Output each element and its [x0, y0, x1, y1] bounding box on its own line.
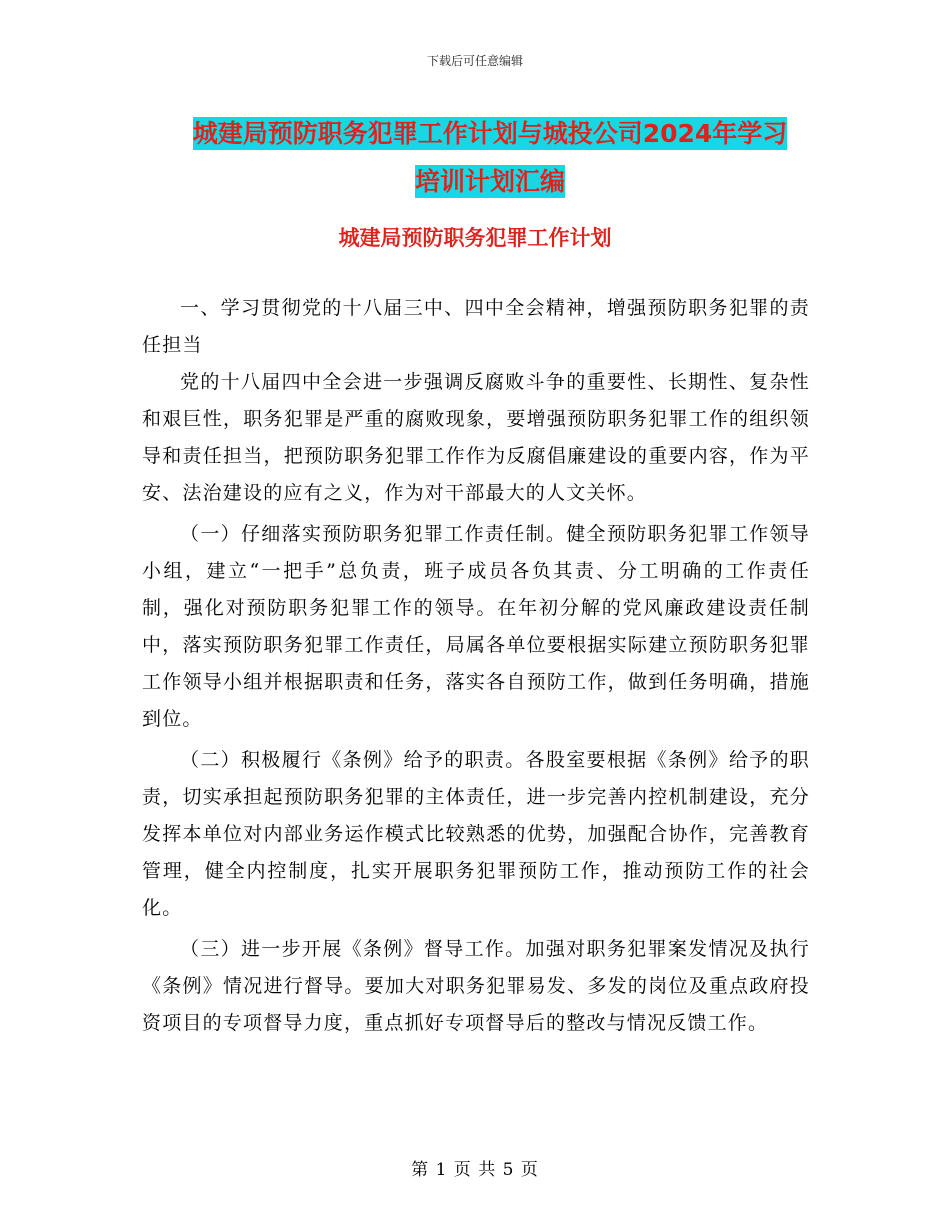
header-note: 下载后可任意编辑: [426, 54, 523, 68]
heading-paragraph: 一、学习贯彻党的十八届三中、四中全会精神，增强预防职务犯罪的责任担当: [142, 297, 810, 356]
body-paragraph: 党的十八届四中全会进一步强调反腐败斗争的重要性、长期性、复杂性和艰巨性，职务犯罪是严重的腐败现象，要增强预防职务犯罪工作的组织领导和责任担当，把预防职务犯罪工作作为反腐倡廉建设的重要内容，作为平安、法治建设的应有之义，作为对干部最大的人文关怀。: [142, 371, 810, 504]
body-paragraph: （二）积极履行《条例》给予的职责。各股室要根据《条例》给予的职责，切实承担起预防职务犯罪的主体责任，进一步完善内控机制建设，充分发挥本单位对内部业务运作模式比较熟悉的优势，加强配合协作，完善教育管理，健全内控制度，扎实开展职务犯罪预防工作，推动预防工作的社会化。: [142, 749, 810, 919]
document-body: [142, 290, 810, 1042]
page-number-footer: 第 1 页 共 5 页: [411, 1160, 539, 1180]
body-paragraph: （三）进一步开展《条例》督导工作。加强对职务犯罪案发情况及执行《条例》情况进行督导。要加大对职务犯罪易发、多发的岗位及重点政府投资项目的专项督导力度，重点抓好专项督导后的整改与情况反馈工作。: [142, 938, 810, 1034]
section-title: 城建局预防职务犯罪工作计划: [338, 226, 612, 250]
body-paragraph: （一）仔细落实预防职务犯罪工作责任制。健全预防职务犯罪工作领导小组，建立“一把手”总负责，班子成员各负其责、分工明确的工作责任制，强化对预防职务犯罪工作的领导。在年初分解的党风廉政建设责任制中，落实预防职务犯罪工作责任，局属各单位要根据实际建立预防职务犯罪工作领导小组并根据职责和任务，落实各自预防工作，做到任务明确，措施到位。: [142, 523, 810, 730]
title-line-2: 培训计划汇编: [414, 167, 565, 196]
title-line-1: 城建局预防职务犯罪工作计划与城投公司2024年学习: [192, 119, 788, 148]
document-title: [140, 110, 840, 206]
